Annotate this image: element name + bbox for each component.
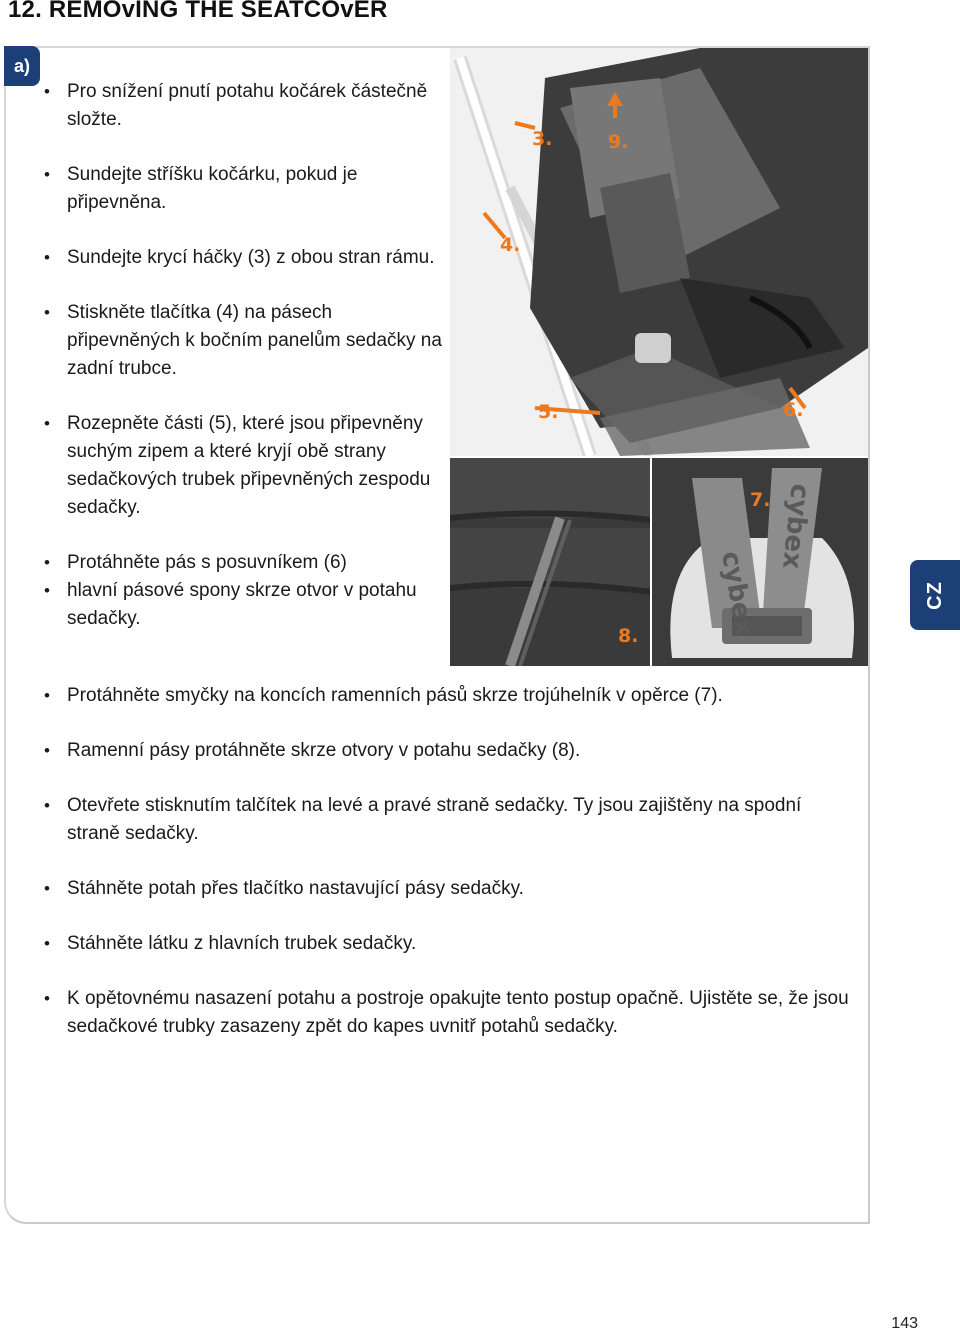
list-item [44, 244, 444, 272]
step-text: hlavní pásové spony skrze otvor v potahu sedačky. [67, 580, 417, 629]
page-title: 12. REMOvING THE SEATCOvER [8, 0, 388, 23]
bullet-icon: • [44, 553, 50, 572]
seat-cover-detail-photo [450, 458, 650, 666]
step-text: Otevřete stisknutím talčítek na levé a pravé straně sedačky. Ty jsou zajištěny na spodní straně sedačky. [67, 795, 802, 844]
step-text: Stáhněte potah přes tlačítko nastavující pásy sedačky. [67, 878, 524, 899]
callout-9: 9. [608, 131, 629, 153]
list-item [44, 410, 444, 522]
step-text: Pro snížení pnutí potahu kočárek částečně složte. [67, 81, 428, 130]
list-item [44, 985, 854, 1041]
list-item [44, 682, 854, 710]
steps-list-column [44, 78, 444, 633]
language-tab [910, 560, 960, 630]
bullet-icon: • [44, 248, 50, 267]
callout-7: 7. [750, 489, 771, 511]
step-text: Stiskněte tlačítka (4) na pásech připevněných k bočním panelům sedačky na zadní trubce. [67, 302, 442, 379]
section-label: a) [4, 46, 40, 86]
language-tab-label: CZ [923, 580, 946, 610]
steps-list-full [44, 682, 854, 1068]
bullet-icon: • [44, 686, 50, 705]
callout-3: 3. [532, 128, 553, 150]
bullet-icon: • [44, 414, 50, 433]
list-item [44, 161, 444, 217]
bullet-icon: • [44, 934, 50, 953]
list-item [44, 792, 854, 848]
bullet-icon: • [44, 82, 50, 101]
callout-6: 6. [783, 399, 804, 421]
list-item [44, 930, 854, 958]
stroller-seat-photo [450, 48, 868, 456]
bullet-icon: • [44, 796, 50, 815]
harness-buckle-photo [652, 458, 868, 666]
page-number: 143 [891, 1315, 918, 1332]
step-text: K opětovnému nasazení potahu a postroje opakujte tento postup opačně. Ujistěte se, že jsou sedačkové trubky zasazeny zpět do kapes uvnitř potahů sedačky. [67, 988, 849, 1037]
callout-5: 5. [538, 401, 559, 423]
step-text: Protáhněte pás s posuvníkem (6) [67, 552, 347, 573]
bullet-icon: • [44, 165, 50, 184]
bullet-icon: • [44, 303, 50, 322]
step-text: Rozepněte části (5), které jsou připevněny suchým zipem a které kryjí obě strany sedačkových trubek připevněných zespodu sedačky. [67, 413, 431, 518]
callout-8: 8. [618, 625, 639, 647]
list-item [44, 737, 854, 765]
buckle-brand-right: cybex [776, 482, 815, 571]
bullet-icon: • [44, 879, 50, 898]
callout-4: 4. [500, 234, 521, 256]
bullet-icon: • [44, 989, 50, 1008]
step-text: Stáhněte látku z hlavních trubek sedačky. [67, 933, 417, 954]
bullet-icon: • [44, 581, 50, 600]
buckle-brand-left: cybex [715, 549, 760, 639]
step-text: Sundejte stříšku kočárku, pokud je připevněna. [67, 164, 358, 213]
step-text: Sundejte krycí háčky (3) z obou stran rámu. [67, 247, 435, 268]
list-item [44, 875, 854, 903]
bullet-icon: • [44, 741, 50, 760]
step-text: Ramenní pásy protáhněte skrze otvory v potahu sedačky (8). [67, 740, 581, 761]
list-item [44, 577, 444, 633]
step-text: Protáhněte smyčky na koncích ramenních pásů skrze trojúhelník v opěrce (7). [67, 685, 723, 706]
list-item [44, 78, 444, 134]
list-item [44, 299, 444, 383]
list-item [44, 549, 444, 577]
